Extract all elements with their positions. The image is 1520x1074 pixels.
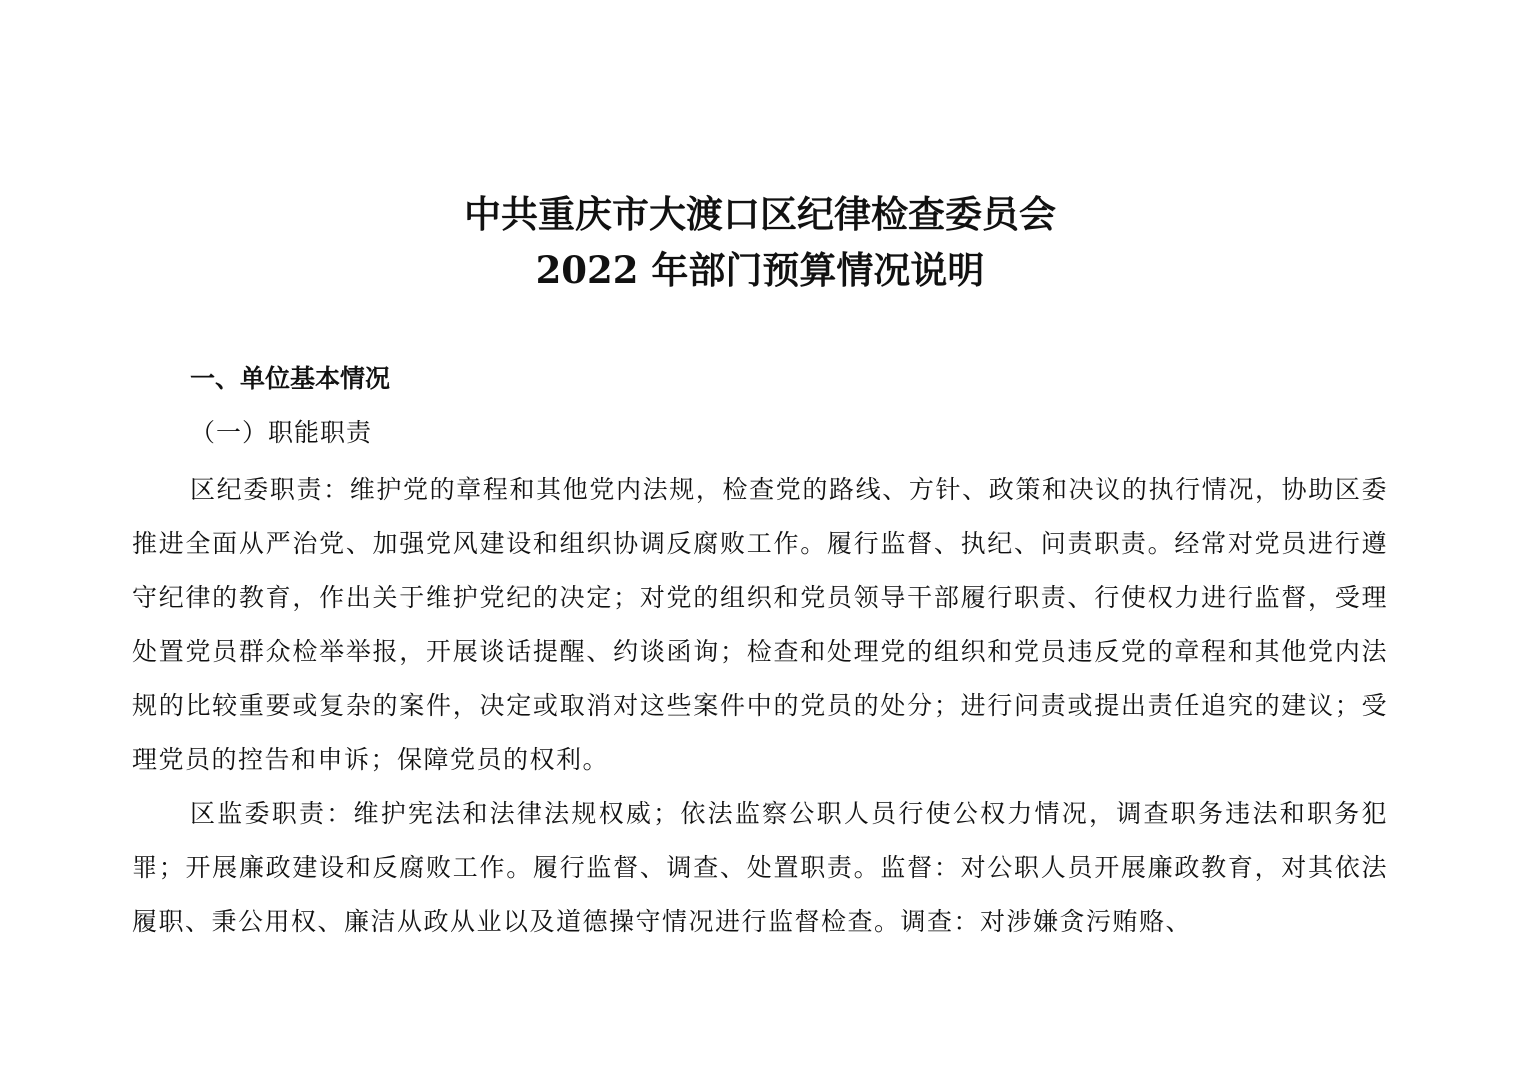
section-heading: 一、单位基本情况 bbox=[190, 364, 391, 393]
document-title-line-2: 2022 年部门预算情况说明 bbox=[535, 248, 985, 292]
paragraph-district-discipline-commission-duties: 区纪委职责：维护党的章程和其他党内法规，检查党的路线、方针、政策和决议的执行情况，协助区委推进全面从严治党、加强党风建设和组织协调反腐败工作。履行监督、执纪、问责职责。经常对党员进行遵守纪律的教育，作出关于维护党纪的决定；对党的组织和党员领导干部履行职责、行使权力进行监督，受理处置党员群众检举举报，开展谈话提醒、约谈函询；检查和处理党的组织和党员违反党的章程和其他党内法规的比较重要或复杂的案件，决定或取消对这些案件中的党员的处分；进行问责或提出责任追究的建议；受理党员的控告和申诉；保障党员的权利。 bbox=[132, 475, 1388, 774]
paragraph-district-supervision-commission-duties: 区监委职责：维护宪法和法律法规权威；依法监察公职人员行使公权力情况，调查职务违法和职务犯罪；开展廉政建设和反腐败工作。履行监督、调查、处置职责。监督：对公职人员开展廉政教育，对其依法履职、秉公用权、廉洁从政从业以及道德操守情况进行监督检查。调查：对涉嫌贪污贿赂、 bbox=[132, 799, 1388, 936]
subsection-heading: （一）职能职责 bbox=[190, 418, 373, 447]
document-title-line-1: 中共重庆市大渡口区纪律检查委员会 bbox=[464, 192, 1056, 236]
